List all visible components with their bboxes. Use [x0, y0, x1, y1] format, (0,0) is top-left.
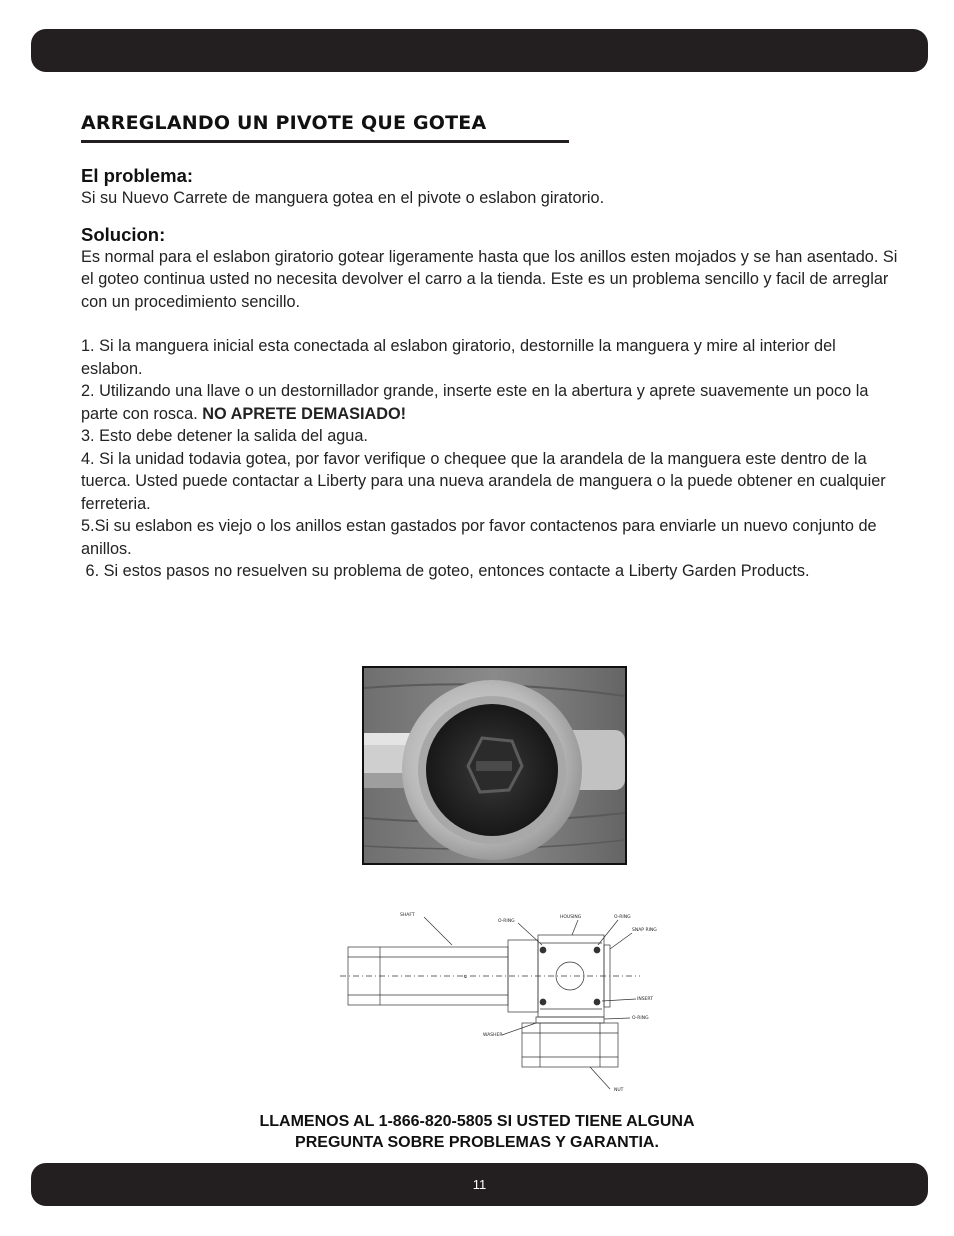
label-shaft: SHAFT [400, 913, 415, 918]
label-oring-right: O-RING [614, 915, 631, 920]
step-1: 1. Si la manguera inicial esta conectada al eslabon giratorio, destornille la manguera y mire al interior del eslabon. [81, 337, 836, 378]
contact-note [0, 1111, 954, 1153]
step-2-warning: NO APRETE DEMASIADO! [202, 404, 407, 423]
step-6: 6. Si estos pasos no resuelven su problema de goteo, entonces contacte a Liberty Garden Products. [85, 562, 810, 580]
step-5: 5.Si su eslabon es viejo o los anillos estan gastados por favor contactenos para enviarle un nuevo conjunto de anillos. [81, 517, 877, 558]
swivel-diagram [340, 905, 660, 1095]
contact-note-line1: LLAMENOS AL 1-866-820-5805 SI USTED TIENE ALGUNA [259, 1113, 695, 1130]
label-centerline: ℄ [464, 975, 467, 980]
label-oring-low: O-RING [632, 1016, 649, 1021]
problem-heading: El problema: [81, 165, 194, 186]
solution-heading: Solucion: [81, 223, 166, 245]
solution-intro: Es normal para el eslabon giratorio gotear ligeramente hasta que los anillos esten mojados y se han asentado. Si el goteo continua usted no necesita devolver el carro a la tienda. Este es un problema sencillo y facil de arreglar con un procedimiento sencillo. [81, 247, 898, 311]
label-snap-ring: SNAP RING [632, 928, 657, 933]
step-3: 3. Esto debe detener la salida del agua. [81, 427, 368, 445]
step-2 [81, 380, 901, 425]
label-oring-left: O-RING [498, 919, 515, 924]
label-washer: WASHER [483, 1033, 503, 1038]
contact-note-line2: PREGUNTA SOBRE PROBLEMAS Y GARANTIA. [295, 1134, 659, 1151]
label-housing: HOUSING [560, 915, 582, 920]
swivel-photo [362, 666, 627, 865]
label-insert: INSERT [637, 997, 653, 1002]
step-2-text: 2. Utilizando una llave o un destornillador grande, inserte este en la abertura y aprete suavemente un poco la parte con rosca. [81, 382, 869, 423]
instructions [81, 165, 901, 583]
swivel-diagram-drawing [340, 905, 660, 1095]
header-bar [31, 29, 928, 72]
footer-bar [31, 1163, 928, 1206]
step-4: 4. Si la unidad todavia gotea, por favor verifique o chequee que la arandela de la manguera este dentro de la tuerca. Usted puede contactar a Liberty para una nueva arandela de manguera o la puede obtener en cualquier ferreteria. [81, 449, 886, 513]
label-nut: NUT [614, 1088, 624, 1093]
problem-text: Si su Nuevo Carrete de manguera gotea en el pivote o eslabon giratorio. [81, 189, 605, 207]
section-title: ARREGLANDO UN PIVOTE QUE GOTEA [81, 112, 569, 143]
page-number: 11 [472, 1177, 487, 1192]
swivel-photo-image [364, 668, 625, 863]
